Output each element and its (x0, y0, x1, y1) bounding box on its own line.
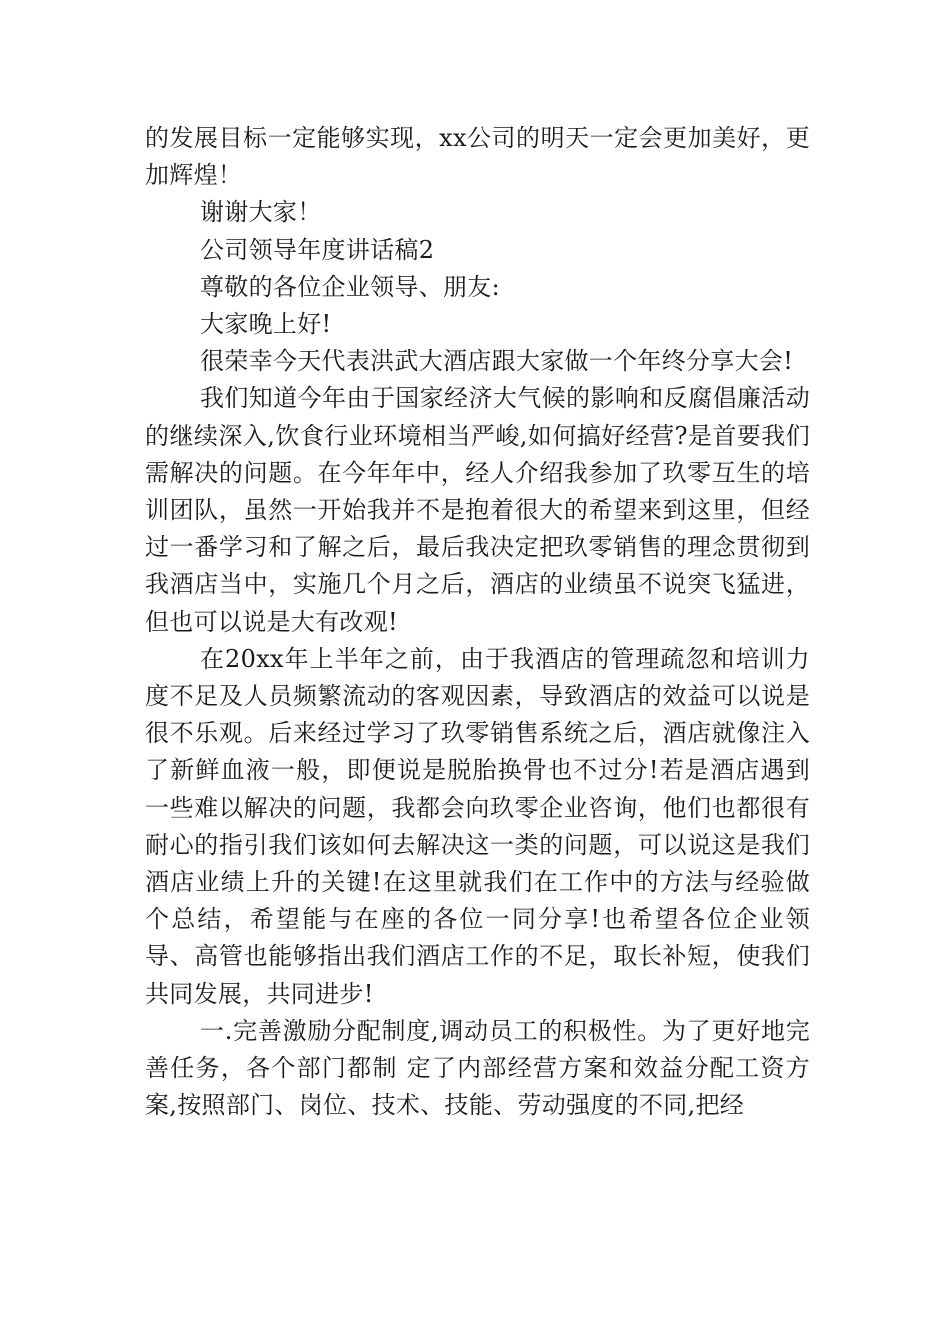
paragraph-continuation: 的发展目标一定能够实现，xx公司的明天一定会更加美好，更加辉煌！ (145, 124, 810, 190)
greeting: 大家晚上好! (200, 310, 332, 339)
paragraph-history: 在20xx年上半年之前，由于我酒店的管理疏忽和培训力度不足及人员频繁流动的客观因素，导致酒店的效益可以说是很不乐观。后来经过学习了玖零销售系统之后，酒店就像注入了新鲜血液一般，即便说是脱胎换骨也不过分!若是酒店遇到一些难以解决的问题，我都会向玖零企业咨询，他们也都很有耐心的指引我们该如何去解决这一类的问题，可以说这是我们酒店业绩上升的关键!在这里就我们在工作中的方法与经验做个总结，希望能与在座的各位一同分享!也希望各位企业领导、高管也能够指出我们酒店工作的不足，取长补短，使我们共同发展，共同进步! (145, 644, 810, 1008)
paragraph-thanks: 谢谢大家！ (200, 198, 322, 227)
salutation: 尊敬的各位企业领导、朋友: (200, 272, 500, 301)
paragraph-point-one: 一.完善激励分配制度,调动员工的积极性。为了更好地完善任务，各个部门都制 定了内部经营方案和效益分配工资方案,按照部门、岗位、技术、技能、劳动强度的不同,把经 (145, 1016, 810, 1120)
section-title: 公司领导年度讲话稿2 (200, 235, 435, 264)
paragraph-intro: 很荣幸今天代表洪武大酒店跟大家做一个年终分享大会! (200, 347, 794, 376)
document-body (145, 120, 810, 1124)
paragraph-background: 我们知道今年由于国家经济大气候的影响和反腐倡廉活动的继续深入,饮食行业环境相当严峻,如何搞好经营?是首要我们需解决的问题。在今年年中，经人介绍我参加了玖零互生的培训团队，虽然一开始我并不是抱着很大的希望来到这里，但经过一番学习和了解之后，最后我决定把玖零销售的理念贯彻到我酒店当中，实施几个月之后，酒店的业绩虽不说突飞猛进，但也可以说是大有改观! (145, 384, 810, 636)
